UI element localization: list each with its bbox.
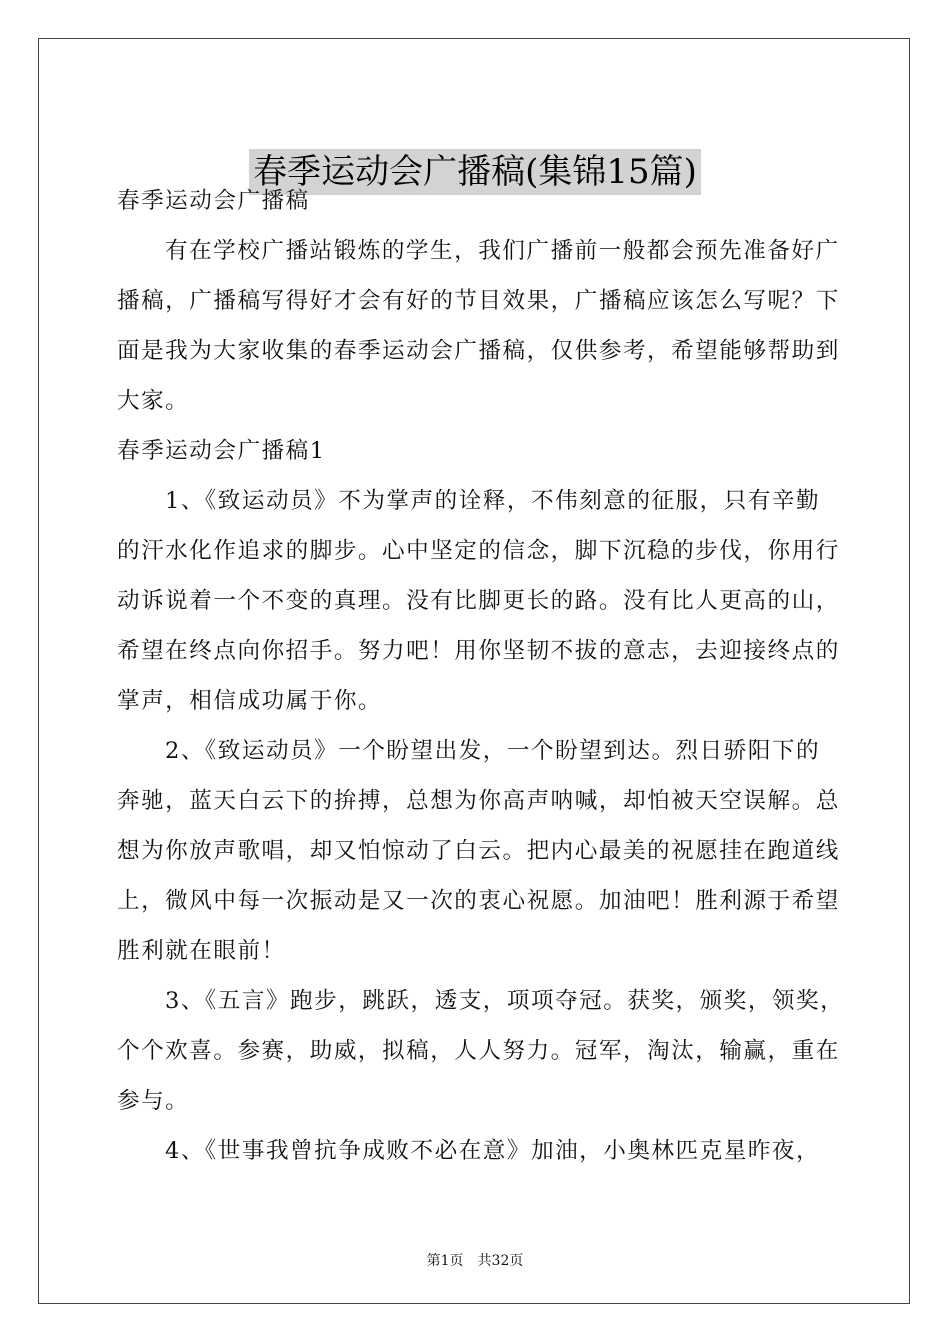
paragraph-line: 大家。 <box>117 388 190 414</box>
paragraph-line: 动诉说着一个不变的真理。没有比脚更长的路。没有比人更高的山， <box>117 588 840 614</box>
section-heading: 春季运动会广播稿1 <box>117 438 326 464</box>
paragraph-line: 想为你放声歌唱，却又怕惊动了白云。把内心最美的祝愿挂在跑道线 <box>117 838 840 864</box>
paragraph-line: 奔驰，蓝天白云下的拚搏，总想为你高声呐喊，却怕被天空误解。总 <box>117 788 840 814</box>
paragraph-line: 希望在终点向你招手。努力吧！用你坚韧不拔的意志，去迎接终点的 <box>117 638 840 664</box>
paragraph-line: 个个欢喜。参赛，助威，拟稿，人人努力。冠军，淘汰，输赢，重在 <box>117 1038 840 1064</box>
paragraph-line: 3、《五言》跑步，跳跃，透支，项项夺冠。获奖，颁奖，领奖， <box>165 988 845 1014</box>
paragraph-line: 面是我为大家收集的春季运动会广播稿，仅供参考，希望能够帮助到 <box>117 338 840 364</box>
paragraph-line: 的汗水化作追求的脚步。心中坚定的信念，脚下沉稳的步伐，你用行 <box>117 538 840 564</box>
paragraph-line: 上，微风中每一次振动是又一次的衷心祝愿。加油吧！胜利源于希望 <box>117 888 840 914</box>
paragraph-line: 播稿，广播稿写得好才会有好的节目效果，广播稿应该怎么写呢？下 <box>117 288 840 314</box>
paragraph-line: 1、《致运动员》不为掌声的诠释，不伟刻意的征服，只有辛勤 <box>165 488 821 514</box>
paragraph-line: 参与。 <box>117 1088 190 1114</box>
document-body <box>117 176 845 1176</box>
section-heading: 春季运动会广播稿 <box>117 188 310 214</box>
paragraph-line: 胜利就在眼前！ <box>117 938 286 964</box>
page-footer: 第1页 共32页 <box>426 1253 524 1269</box>
paragraph-line: 有在学校广播站锻炼的学生，我们广播前一般都会预先准备好广 <box>165 238 840 264</box>
document-title: 春季运动会广播稿(集锦15篇) <box>249 149 701 195</box>
paragraph-line: 4、《世事我曾抗争成败不必在意》加油，小奥林匹克星昨夜， <box>165 1138 821 1164</box>
paragraph-line: 掌声，相信成功属于你。 <box>117 688 383 714</box>
paragraph-line: 2、《致运动员》一个盼望出发，一个盼望到达。烈日骄阳下的 <box>165 738 821 764</box>
